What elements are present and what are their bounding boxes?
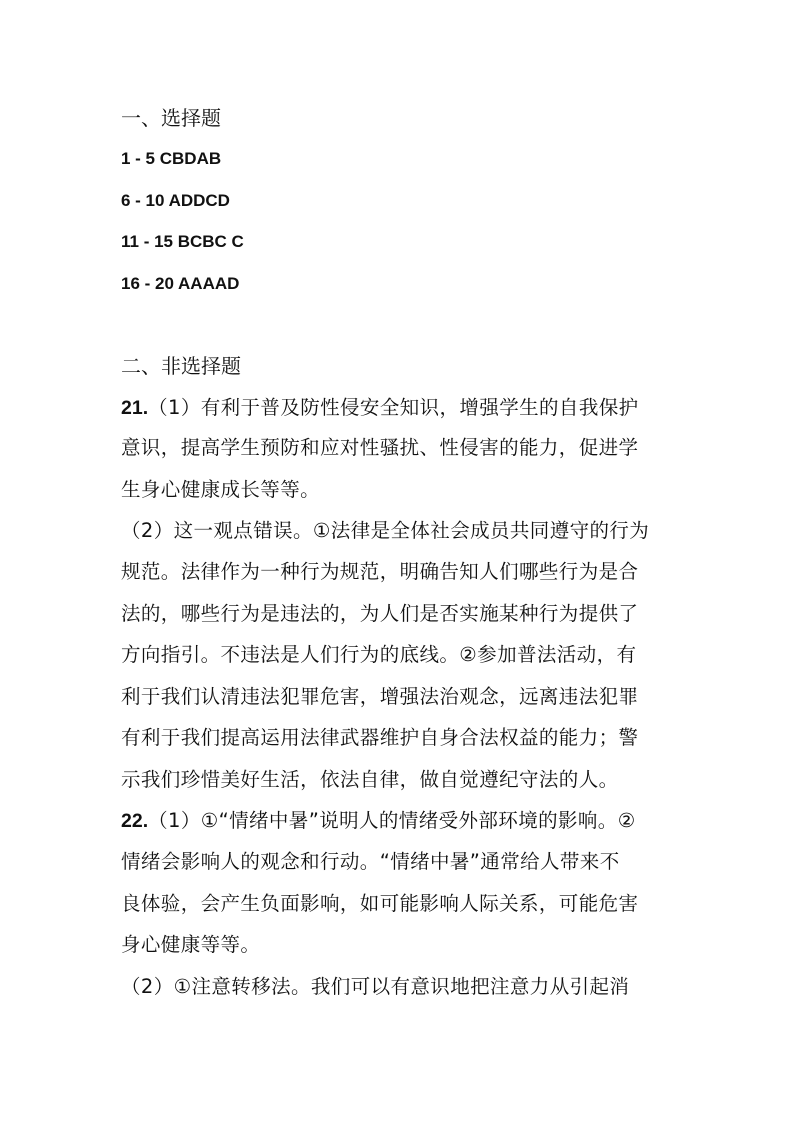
answer-text-line: 生身心健康成长等等。 (121, 478, 321, 501)
question-number-22: 22. (121, 810, 149, 832)
answer-line-6-10: 6 - 10 ADDCD (121, 191, 230, 210)
answer-text-line: （2）①注意转移法。我们可以有意识地把注意力从引起消 (121, 975, 630, 998)
answer-text-line: 意识，提高学生预防和应对性骚扰、性侵害的能力，促进学 (121, 436, 639, 459)
section-heading-choice: 一、选择题 (121, 106, 221, 130)
line-text: （1）有利于普及防性侵安全知识，增强学生的自我保护 (148, 396, 639, 419)
answer-text-line: 规范。法律作为一种行为规范，明确告知人们哪些行为是合 (121, 560, 639, 583)
question-number-21: 21. (121, 397, 149, 419)
line-text: （1）①“情绪中暑”说明人的情绪受外部环境的影响。② (148, 809, 636, 832)
answer-line-11-15: 11 - 15 BCBC C (121, 232, 244, 251)
section-heading-non-choice: 二、非选择题 (121, 354, 241, 378)
answer-line-1-5: 1 - 5 CBDAB (121, 149, 222, 168)
answer-text-line: 示我们珍惜美好生活，依法自律，做自觉遵纪守法的人。 (121, 768, 619, 791)
answer-21-line (121, 394, 639, 422)
answer-text-line: （2）这一观点错误。①法律是全体社会成员共同遵守的行为 (121, 519, 650, 542)
answer-text-line: 利于我们认清违法犯罪危害，增强法治观念，远离违法犯罪 (121, 685, 639, 708)
answer-text-line: 有利于我们提高运用法律武器维护自身合法权益的能力；警 (121, 726, 639, 749)
answer-text-line: 法的，哪些行为是违法的，为人们是否实施某种行为提供了 (121, 602, 639, 625)
answer-text-line: 身心健康等等。 (121, 933, 261, 956)
answer-text-line: 良体验，会产生负面影响，如可能影响人际关系，可能危害 (121, 892, 639, 915)
answer-text-line: 情绪会影响人的观念和行动。“情绪中暑”通常给人带来不 (121, 850, 620, 873)
answer-line-16-20: 16 - 20 AAAAD (121, 274, 240, 293)
answer-text-line: 方向指引。不违法是人们行为的底线。②参加普法活动，有 (121, 643, 637, 666)
answer-22-line (121, 807, 636, 835)
